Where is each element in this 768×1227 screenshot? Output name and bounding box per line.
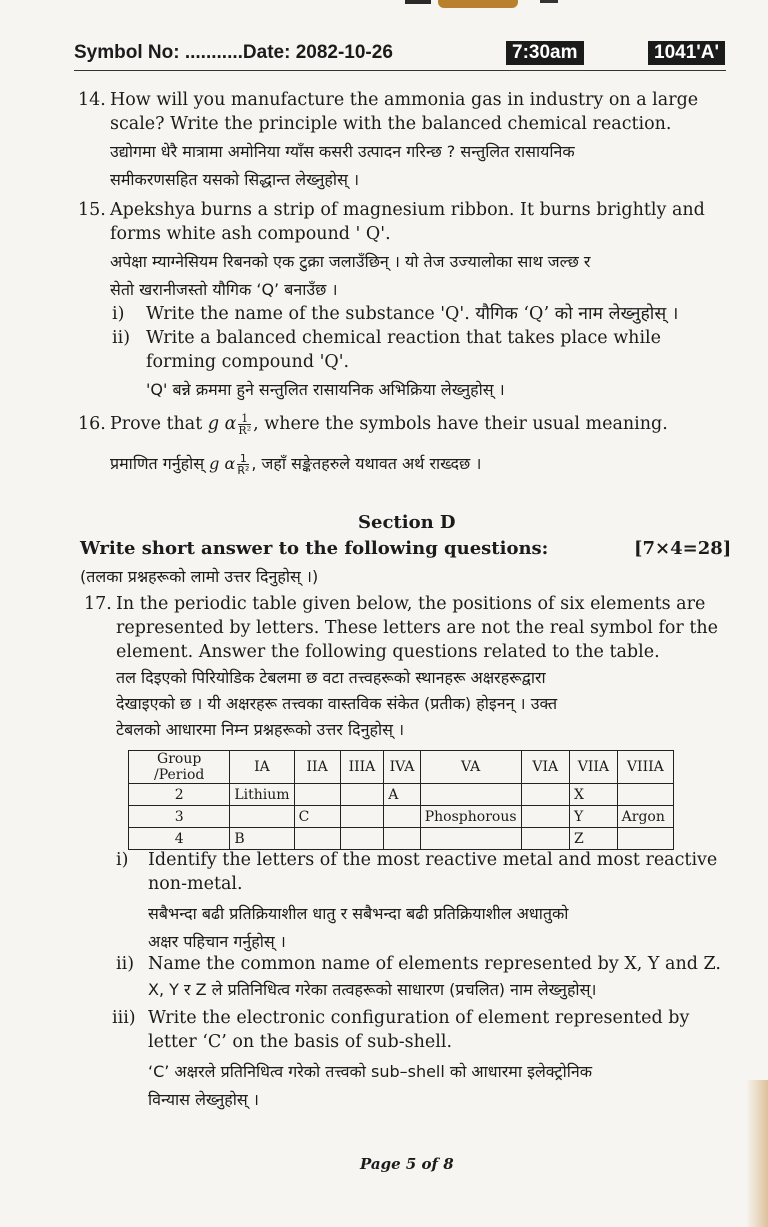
- table-header: VIIA: [570, 751, 618, 784]
- table-header: IIA: [294, 751, 340, 784]
- question-text: scale? Write the principle with the balanced chemical reaction.: [110, 114, 672, 134]
- table-cell: [294, 784, 340, 806]
- part-text: letter ‘C’ on the basis of sub-shell.: [148, 1032, 453, 1052]
- part-text-nepali: विन्यास लेख्नुहोस् ।: [148, 1090, 259, 1109]
- exam-header: [74, 40, 724, 68]
- table-cell: [230, 806, 294, 828]
- table-cell: [294, 828, 340, 850]
- table-cell: [384, 806, 421, 828]
- question-text: forms white ash compound ' Q'.: [110, 224, 391, 244]
- question-text-nepali: सेतो खरानीजस्तो यौगिक ‘Q’ बनाउँछ ।: [110, 280, 338, 299]
- question-text: Prove that: [110, 414, 208, 434]
- table-cell: [617, 784, 673, 806]
- table-header: VA: [420, 751, 521, 784]
- formula-g-alpha: g α: [207, 414, 237, 434]
- part-text: non-metal.: [148, 874, 243, 894]
- question-text: , where the symbols have their usual meaning.: [253, 414, 668, 434]
- table-cell: [384, 828, 421, 850]
- exam-time-badge: 7:30am: [506, 41, 584, 65]
- question-text-nepali: टेबलको आधारमा निम्न प्रश्नहरूको उत्तर दिनुहोस् ।: [116, 720, 405, 739]
- table-cell: Argon: [617, 806, 673, 828]
- table-cell: [617, 828, 673, 850]
- formula-fraction: $\frac{1}{\text{R²}}$: [237, 452, 250, 477]
- table-header: IA: [230, 751, 294, 784]
- question-text: How will you manufacture the ammonia gas in industry on a large: [110, 90, 699, 110]
- table-row: [129, 806, 674, 828]
- table-cell: C: [294, 806, 340, 828]
- table-cell: [521, 806, 570, 828]
- part-number: iii): [112, 1008, 136, 1028]
- table-cell: [340, 828, 384, 850]
- question-text-nepali: उद्योगमा धेरै मात्रामा अमोनिया ग्याँस कसरी उत्पादन गरिन्छ ? सन्तुलित रासायनिक: [110, 142, 575, 161]
- part-text: forming compound 'Q'.: [146, 352, 350, 372]
- table-header: IIIA: [340, 751, 384, 784]
- formula-g-alpha: g α: [209, 454, 236, 473]
- table-cell: [340, 784, 384, 806]
- table-cell: A: [384, 784, 421, 806]
- part-text-nepali: 'Q' बन्ने क्रममा हुने सन्तुलित रासायनिक अभिक्रिया लेख्नुहोस् ।: [146, 380, 505, 399]
- part-text: Write the name of the substance 'Q'. यौगिक ‘Q’ को नाम लेख्नुहोस् ।: [146, 304, 679, 324]
- table-header: VIIIA: [617, 751, 673, 784]
- table-cell: [420, 828, 521, 850]
- part-text: Write a balanced chemical reaction that takes place while: [146, 328, 661, 348]
- question-text: element. Answer the following questions related to the table.: [116, 642, 660, 662]
- table-header-row: [129, 751, 674, 784]
- question-text-nepali: , जहाँ सङ्केतहरुले यथावत अर्थ राख्दछ ।: [251, 454, 482, 473]
- part-number: ii): [116, 954, 135, 974]
- table-row: [129, 828, 674, 850]
- table-cell: [340, 806, 384, 828]
- exam-code-badge: 1041'A': [648, 41, 725, 65]
- question-text-nepali: तल दिइएको पिरियोडिक टेबलमा छ वटा तत्त्वहरूको स्थानहरू अक्षरहरूद्वारा: [116, 668, 546, 687]
- table-cell: Z: [570, 828, 618, 850]
- table-cell: 3: [129, 806, 230, 828]
- section-marks: [7×4=28]: [634, 538, 732, 559]
- part-text-nepali: ‘C’ अक्षरले प्रतिनिधित्व गरेको तत्त्वको sub–shell को आधारमा इलेक्ट्रोनिक: [148, 1062, 593, 1081]
- question-number: 17.: [84, 594, 112, 614]
- table-cell: [521, 828, 570, 850]
- page-number: Page 5 of 8: [360, 1155, 454, 1173]
- table-row: [129, 784, 674, 806]
- section-title: Section D: [358, 512, 456, 533]
- periodic-table: [128, 750, 674, 850]
- question-number: 16.: [78, 414, 106, 434]
- formula-fraction: $\frac{1}{\text{R²}}$: [238, 412, 252, 437]
- table-header: Group /Period: [129, 751, 230, 784]
- table-cell: X: [570, 784, 618, 806]
- table-cell: Y: [570, 806, 618, 828]
- part-text: Write the electronic configuration of element represented by: [148, 1008, 690, 1028]
- table-header: IVA: [384, 751, 421, 784]
- section-instruction-nepali: (तलका प्रश्नहरूको लामो उत्तर दिनुहोस् ।): [80, 567, 319, 586]
- question-number: 14.: [78, 90, 106, 110]
- question-text-nepali: देखाइएको छ । यी अक्षरहरू तत्त्वका वास्तविक संकेत (प्रतीक) होइनन् । उक्त: [116, 694, 558, 713]
- part-text: Name the common name of elements represented by X, Y and Z.: [148, 954, 721, 974]
- table-cell: Lithium: [230, 784, 294, 806]
- part-text-nepali: सबैभन्दा बढी प्रतिक्रियाशील धातु र सबैभन्दा बढी प्रतिक्रियाशील अधातुको: [148, 904, 569, 923]
- table-header: VIA: [521, 751, 570, 784]
- question-number: 15.: [78, 200, 106, 220]
- symbol-date-label: Symbol No: ...........Date: 2082-10-26: [74, 42, 393, 63]
- table-cell: Phosphorous: [420, 806, 521, 828]
- question-text-nepali: समीकरणसहित यसको सिद्धान्त लेख्नुहोस् ।: [110, 170, 360, 189]
- question-text: represented by letters. These letters are not the real symbol for the: [116, 618, 719, 638]
- question-text: In the periodic table given below, the positions of six elements are: [116, 594, 706, 614]
- table-cell: [420, 784, 521, 806]
- question-text-nepali: प्रमाणित गर्नुहोस्: [110, 454, 210, 473]
- part-number: i): [112, 304, 125, 324]
- part-text: Identify the letters of the most reactive metal and most reactive: [148, 850, 718, 870]
- part-text-nepali: अक्षर पहिचान गर्नुहोस् ।: [148, 932, 286, 951]
- part-text-nepali: X, Y र Z ले प्रतिनिधित्व गरेका तत्वहरूको साधारण (प्रचलित) नाम लेख्नुहोस्।: [148, 980, 597, 999]
- table-cell: B: [230, 828, 294, 850]
- table-cell: 2: [129, 784, 230, 806]
- question-text: Apekshya burns a strip of magnesium ribbon. It burns brightly and: [110, 200, 705, 220]
- part-number: i): [116, 850, 129, 870]
- part-number: ii): [112, 328, 131, 348]
- page-top-edge: [0, 0, 768, 12]
- section-instruction: Write short answer to the following questions:: [80, 538, 549, 559]
- table-cell: [521, 784, 570, 806]
- table-cell: 4: [129, 828, 230, 850]
- header-divider: [74, 70, 726, 71]
- page-edge-stain: [746, 1080, 768, 1227]
- question-text-nepali: अपेक्षा म्याग्नेसियम रिबनको एक टुक्रा जलाउँछिन् । यो तेज उज्यालोका साथ जल्छ र: [110, 252, 591, 271]
